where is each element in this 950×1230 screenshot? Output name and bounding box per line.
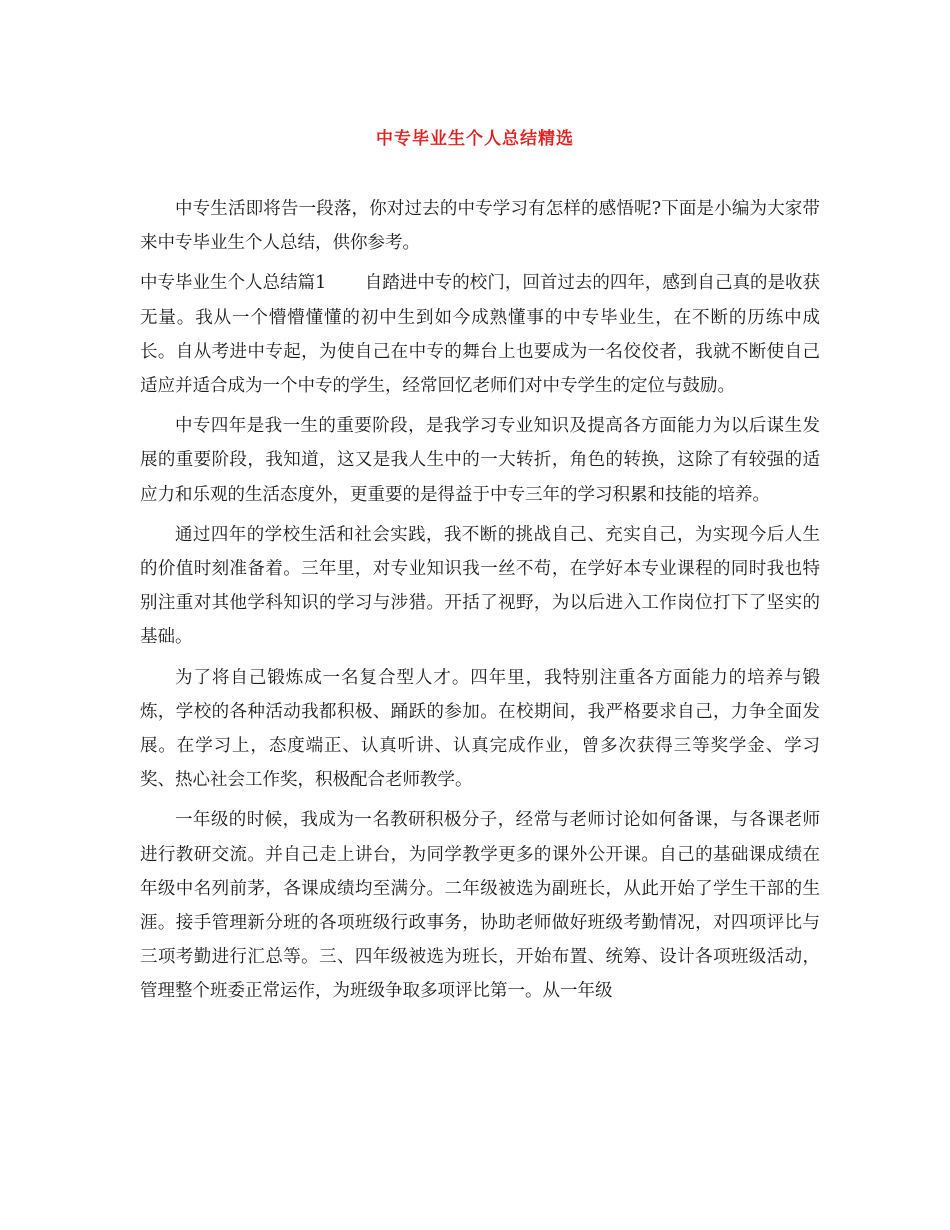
body-paragraph-3: 通过四年的学校生活和社会实践，我不断的挑战自己、充实自己，为实现今后人生的价值时刻准备着。三年里，对专业知识我一丝不苟，在学好本专业课程的同时我也特别注重对其他学科知识的学习与涉猎。开括了视野，为以后进入工作岗位打下了坚实的基础。: [140, 524, 820, 648]
document-body: [140, 192, 820, 1015]
intro-paragraph: 中专生活即将告一段落，你对过去的中专学习有怎样的感悟呢?下面是小编为大家带来中专毕业生个人总结，供你参考。: [140, 199, 820, 254]
paragraph-text: 自踏进中专的校门，回首过去的四年，感到自己真的是收获无量。我从一个懵懵懂懂的初中生到如今成熟懂事的中专毕业生，在不断的历练中成长。自从考进中专起，为使自己在中专的舞台上也要成为一名佼佼者，我就不断使自己适应并适合成为一个中专的学生，经常回忆老师们对中专学生的定位与鼓励。: [140, 273, 820, 397]
section-paragraph-1: [140, 266, 820, 403]
body-paragraph-2: 中专四年是我一生的重要阶段，是我学习专业知识及提高各方面能力为以后谋生发展的重要阶段，我知道，这又是我人生中的一大转折，角色的转换，这除了有较强的适应力和乐观的生活态度外，更重要的是得益于中专三年的学习积累和技能的培养。: [140, 416, 820, 505]
document-title: 中专毕业生个人总结精选: [376, 129, 574, 149]
body-paragraph-5: 一年级的时候，我成为一名教研积极分子，经常与老师讨论如何备课，与各课老师进行教研交流。并自己走上讲台，为同学教学更多的课外公开课。自己的基础课成绩在年级中名列前茅，各课成绩均至满分。二年级被选为副班长，从此开始了学生干部的生涯。接手管理新分班的各项班级行政事务，协助老师做好班级考勤情况，对四项评比与三项考勤进行汇总等。三、四年级被选为班长，开始布置、统筹、设计各项班级活动，管理整个班委正常运作，为班级争取多项评比第一。从一年级: [140, 810, 820, 1002]
body-paragraph-4: 为了将自己锻炼成一名复合型人才。四年里，我特别注重各方面能力的培养与锻炼，学校的各种活动我都积极、踊跃的参加。在校期间，我严格要求自己，力争全面发展。在学习上，态度端正、认真听讲、认真完成作业，曾多次获得三等奖学金、学习奖、热心社会工作奖，积极配合老师教学。: [140, 667, 820, 791]
section-heading: 中专毕业生个人总结篇1: [140, 273, 327, 294]
